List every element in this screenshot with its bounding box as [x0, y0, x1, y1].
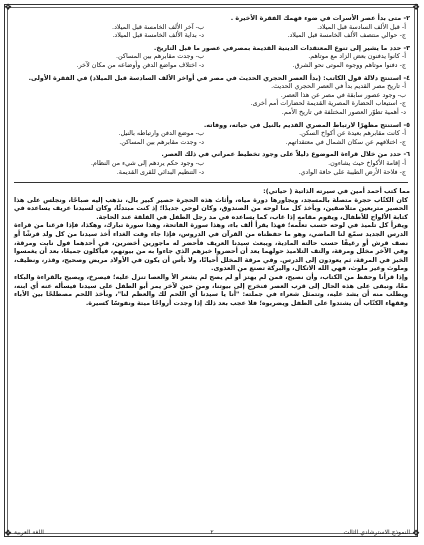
option-b[interactable]: [12, 52, 204, 61]
passage-heading: مما كتب أحمد أمين في سيرته الذاتية ( حياتي):: [263, 187, 410, 196]
option-a[interactable]: [214, 129, 406, 138]
question-5: [12, 121, 410, 147]
option-text: اختلاف مواضع الدفن وأوضاعه من مكان لآخر.: [76, 60, 197, 69]
option-a[interactable]: [214, 159, 406, 168]
option-text: فلاحة الأرض الطيبة على حافة الوادي.: [298, 167, 398, 176]
option-c[interactable]: [214, 138, 406, 147]
footer-subject: اللغة العربية: [14, 529, 44, 536]
passage-paragraph-3: وإذا قرأنا وحفظ من الكتاب، وأن نصيح، فمن لم يهتز أو لم يصح لم يشعر الأ والعصا تنزل عليه؛ فيصرخ، ويصيح بالقراءة والبكاء معًا، ونبقى على هذه الحال إلى قرب العصر فنخرج إلى بيوتنا، ومن حين لآخر يمر أبو الطفل على سيدنا فيسأله عنه أي ابنه، ويطلب منه أن يشد عليه، وتتمثل شعراء في جملته: "أنا يا سيدنا أي اللحم لك والعظم لنا"، وبأخذ اللحم مصطلحًا بين الأباء وفقهاء الكتّاب أن يشتدوا على الطفل ويضربوه؛ فلا عجب بعد ذلك إذا وجدت أرواحًا ميتة ونفوسًا كسيرة.: [14, 273, 408, 307]
option-c[interactable]: [12, 99, 406, 108]
question-text: استنتج مظهرًا لارتباط المصري القديم بالنيل في حياته، ووفاته.: [203, 120, 402, 129]
option-letter: أ-: [401, 158, 406, 167]
option-letter: أ-: [401, 82, 406, 91]
option-d[interactable]: [12, 31, 204, 40]
option-letter: ج-: [399, 31, 406, 40]
corner-ornament-top-right: ❖: [411, 3, 421, 13]
option-text: إقامة الأكواخ حيث يشاءون.: [328, 158, 400, 167]
question-2-stem: [12, 14, 410, 23]
question-number: ٥-: [403, 120, 410, 129]
section-divider: [14, 182, 408, 183]
option-letter: ب-: [195, 52, 204, 61]
question-text: حدد ما يشير إلى تنوع المعتقدات الدينية القديمة بمصرفي عصور ما قبل التاريخ.: [153, 43, 402, 52]
passage-paragraph-2: ويقرأ كل تلميذ في لوحه حسب تعلّمه؛ فهذا يقرأ ألف باء، وهذا سورة الفاتحة، وهذا سورة تبارك، وهكذا، فإذا فرغنا من قراءة الدرس الجديد سمّع لنا الماضي، وهو ما حفظناه من القرآن في الدروس، فإذا جاء وقت الغداء أخذ سيدنا من كل ولد قرشًا أو نصف قرش أو رغيفًا حسب حالته المادية، ويبعث سيدنا العريف فأحضر له ماجورين أخضرين، في أحدهما فول نابت ومرقة، وفي الآخر مخلل ومرقة، والتف التلاميذ حولهما يعد أن أحضروا خبزهم الذي جاءوا به من بيوتهم، فيأكلون جميعًا، بعد أن يغمسوا الخبز في المرقة، ثم يعودون إلى الدرس. وفي مرقة المخلل أحيانًا، ولا بأس أن يكون في الأولاد مريض وصحيح، وقذر، ونظيف، وملوث وغير ملوث، فهي الله الاتكال، والبركة تصنع من العدوى.: [14, 221, 408, 273]
option-letter: ج-: [399, 99, 406, 108]
reading-passage: [12, 187, 410, 307]
question-6-stem: [12, 150, 410, 159]
question-text: حدد من خلال قراءة الموضوع دليلاً على وجود تخطيط عمراني في ذلك العصر.: [161, 150, 402, 159]
question-number: ٣-: [403, 43, 410, 52]
question-4: [12, 74, 410, 117]
question-text: استنتج دلالة قول الكاتب: (بدأ العصر الحجري الحديث في مصر في أواخر الألف السادسة قبل الميلاد) في الفقرة الأولى.: [28, 73, 402, 82]
option-text: تاريخ مصر القديم بدأ في العصر الحجري الحديث.: [271, 82, 400, 91]
corner-ornament-bottom-right: ❖: [411, 529, 421, 539]
page-number: ٢: [210, 529, 214, 536]
option-text: أهمية تطوّر العصور المختلفة في تاريخ الأمم.: [281, 107, 399, 116]
question-2: [12, 14, 410, 40]
option-letter: ب-: [195, 129, 204, 138]
option-letter: د-: [400, 107, 406, 116]
question-text: متى بدأ عصر الأسرات في ضوء فهمك الفقرة الأخيرة .: [230, 14, 402, 22]
option-b[interactable]: [12, 23, 204, 32]
question-3-options: [12, 52, 410, 69]
option-d[interactable]: [12, 138, 204, 147]
option-text: التنظيم البدائي للقرى القديمة.: [116, 167, 197, 176]
option-d[interactable]: [12, 168, 204, 177]
option-letter: ج-: [399, 167, 406, 176]
option-text: قبل الألف السادسة قبل الميلاد.: [317, 22, 400, 31]
question-4-options: [12, 82, 410, 116]
option-b[interactable]: [12, 129, 204, 138]
question-3: [12, 44, 410, 70]
option-text: وجود عصور سابقة في مصر عن هذا العصر.: [280, 90, 396, 99]
option-text: وجود حكم يردهم إلى شيء من النظام.: [90, 158, 194, 167]
option-text: آخر الألف الخامسة قبل الميلاد.: [112, 22, 194, 31]
option-letter: أ-: [401, 129, 406, 138]
option-letter: د-: [198, 167, 204, 176]
option-letter: د-: [198, 60, 204, 69]
option-text: موضع الدفن وارتباطه بالنيل.: [118, 129, 194, 138]
option-letter: ب-: [397, 90, 406, 99]
question-4-stem: [12, 74, 410, 83]
question-5-options: [12, 129, 410, 146]
question-number: ٦-: [403, 150, 410, 159]
option-d[interactable]: [12, 61, 204, 70]
option-letter: أ-: [401, 22, 406, 31]
option-b[interactable]: [12, 159, 204, 168]
option-text: حوالي منتصف الألف الخامسة قبل الميلاد.: [287, 31, 398, 40]
question-5-stem: [12, 121, 410, 130]
option-c[interactable]: [214, 31, 406, 40]
page-footer: [14, 528, 410, 538]
footer-model-label: النموذج الاسترشادي الثالث: [343, 529, 410, 536]
option-text: دفنوا موتاهم ووجوه الموتى نحو الشرق.: [292, 60, 398, 69]
option-letter: د-: [198, 137, 204, 146]
option-c[interactable]: [214, 61, 406, 70]
option-text: وجدت مقابرهم بين المساكن.: [116, 52, 194, 61]
option-letter: ب-: [195, 158, 204, 167]
option-text: كانوا يدفنون بعض الزاد مع موتاهم.: [308, 52, 400, 61]
option-d[interactable]: [12, 108, 406, 117]
question-6: [12, 150, 410, 176]
option-text: بداية الألف الخامسة قبل الميلاد.: [112, 31, 197, 40]
corner-ornament-bottom-left: ❖: [3, 529, 13, 539]
option-text: استيعاب الحضارة المصرية القديمة لحضارات أمم أخرى.: [250, 99, 398, 108]
option-a[interactable]: [12, 82, 406, 91]
passage-paragraph-1: كان الكتّاب حجرة متصلة بالمسجد، ويجاورها دورة مياه، وأثاث هذه الحجرة حصير كبير بال، نذهب إليه صباحًا، ونجلس على هذا الحصير متربعين متلاصقين، وبأخذ كل منا لوحه من الصندوق، وكان لوحي جديدًا؛ إذ كنت مبتدئًا، وكان لسيدنا عريف يساعده في كتابة الألواح للأطفال، ويقوم مقامه إذا غاب، كما يساعده في مد رجل الطفل في الفلقة عند الحاجة.: [14, 195, 408, 221]
option-text: وجدت مقابرهم بين المساكن.: [119, 137, 197, 146]
option-letter: د-: [198, 31, 204, 40]
question-number: ٢-: [403, 14, 410, 22]
corner-ornament-top-left: ❖: [3, 3, 13, 13]
option-a[interactable]: [214, 23, 406, 32]
option-letter: أ-: [401, 52, 406, 61]
question-6-options: [12, 159, 410, 176]
option-letter: ج-: [399, 137, 406, 146]
option-text: اختلافهم عن سكان الشمال في معتقداتهم.: [285, 137, 398, 146]
exam-page-content: [12, 10, 410, 522]
option-text: كانت مقابرهم بعيدة عن أكواخ السكن.: [299, 129, 400, 138]
option-letter: ج-: [399, 60, 406, 69]
question-number: ٤-: [403, 73, 410, 82]
option-c[interactable]: [214, 168, 406, 177]
option-a[interactable]: [214, 52, 406, 61]
option-letter: ب-: [195, 22, 204, 31]
question-2-options: [12, 23, 410, 40]
